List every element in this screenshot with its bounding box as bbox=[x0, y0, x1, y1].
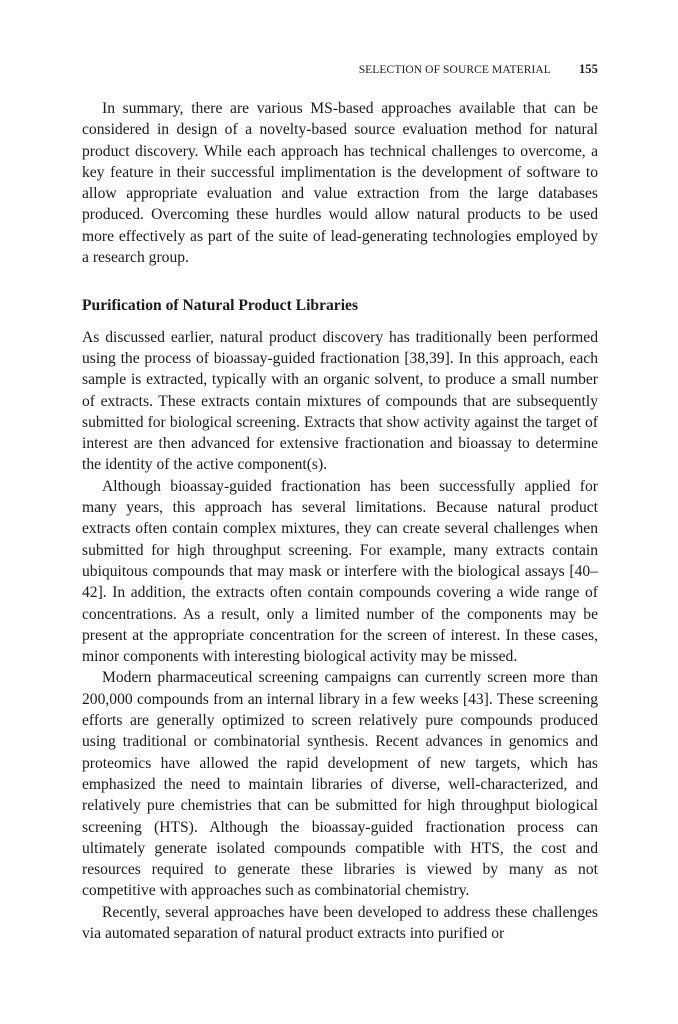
paragraph-summary: In summary, there are various MS-based approaches available that can be considered in design of a novelty-based source evaluation method for natural product discovery. While each approach has technical challenges to overcome, a key feature in their successful implimentation is the development of software to allow appropriate evaluation and value extraction from the large databases produced. Overcoming these hurdles would allow natural products to be used more effectively as part of the suite of lead-generating technologies employed by a research group. bbox=[82, 100, 598, 267]
running-head-title: SELECTION OF SOURCE MATERIAL bbox=[358, 64, 551, 76]
paragraph: Recently, several approaches have been developed to address these challenges via automated separation of natural product extracts into purified or bbox=[82, 903, 598, 942]
body-text bbox=[82, 98, 598, 944]
paragraph: As discussed earlier, natural product discovery has traditionally been performed using the process of bioassay-guided fractionation [38,39]. In this approach, each sample is extracted, typically with an organic solvent, to produce a small number of extracts. These extracts contain mixtures of compounds that are subsequently submitted for biological screening. Extracts that show activity against the target of interest are then advanced for extensive fractionation and bioassay to determine the identity of the active component(s). bbox=[82, 328, 598, 474]
paragraph: Modern pharmaceutical screening campaigns can currently screen more than 200,000 compounds from an internal library in a few weeks [43]. These screening efforts are generally optimized to screen relatively pure compounds produced using traditional or combinatorial synthesis. Recent advances in genomics and proteomics have allowed the rapid development of new targets, which has emphasized the need to maintain libraries of diverse, well-characterized, and relatively pure chemistries that can be submitted for high throughput biological screening (HTS). Although the bioassay-guided fractionation process can ultimately generate isolated compounds compatible with HTS, the cost and resources required to generate these libraries is viewed by many as not competitive with approaches such as combinatorial chemistry. bbox=[82, 669, 598, 900]
paragraph: Although bioassay-guided fractionation has been successfully applied for many years, this approach has several limitations. Because natural product extracts often contain complex mixtures, they can create several challenges when submitted for high throughput screening. For example, many extracts contain ubiquitous compounds that may mask or interfere with the biological assays [40–42]. In addition, the extracts often contain compounds covering a wide range of concentrations. As a result, only a limited number of the components may be present at the appropriate concentration for the screen of interest. In these cases, minor components with interesting biological activity may be missed. bbox=[82, 477, 598, 666]
running-header bbox=[82, 62, 598, 82]
book-page bbox=[82, 62, 598, 944]
section-heading: Purification of Natural Product Libraries bbox=[82, 297, 359, 315]
page-number: 155 bbox=[578, 62, 598, 76]
